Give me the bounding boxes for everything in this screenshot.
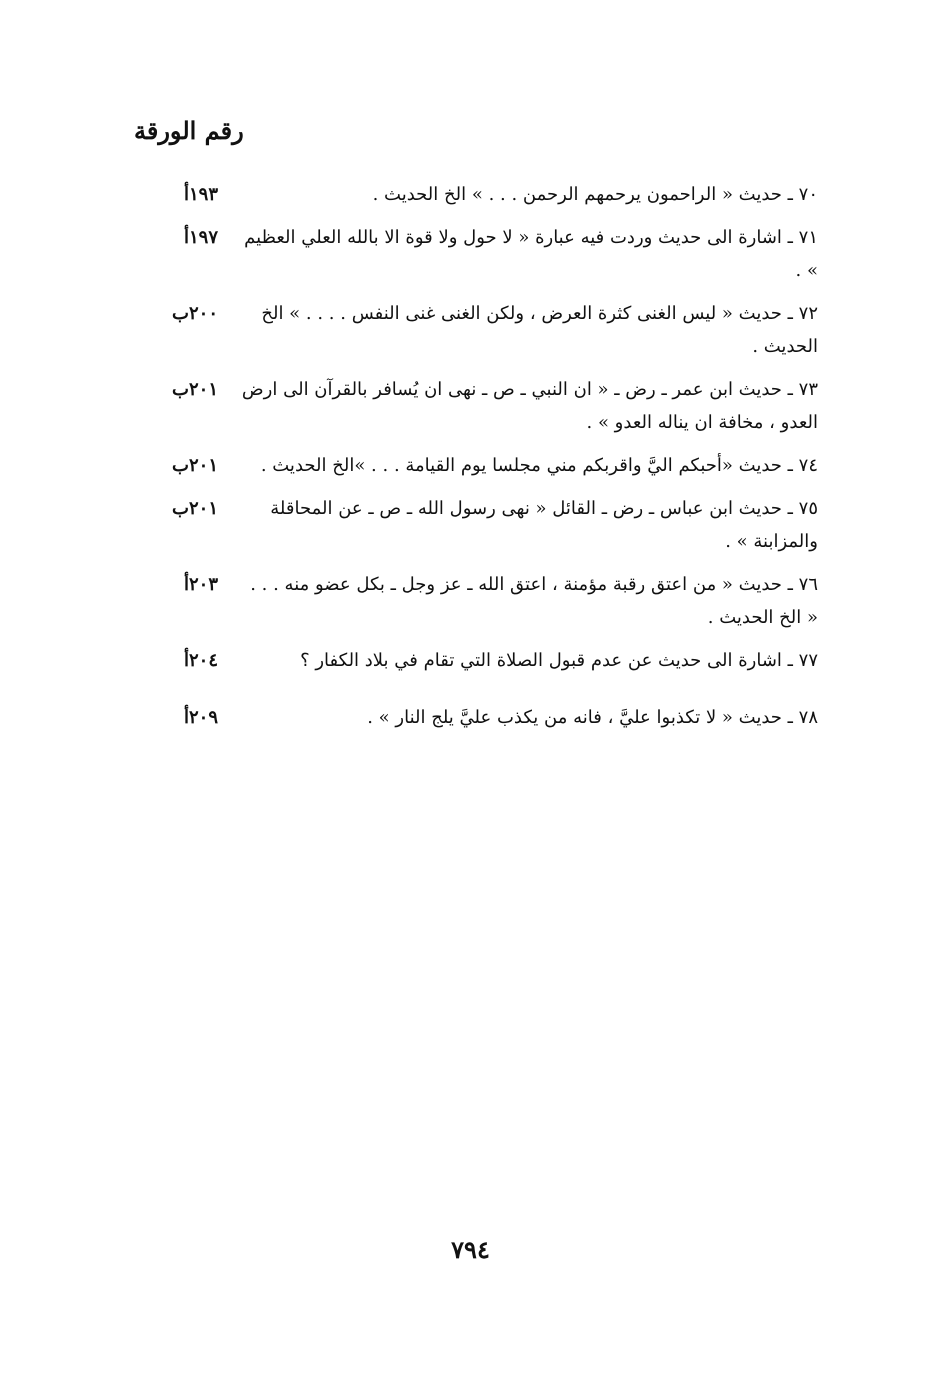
hadith-index-list [0, 178, 941, 744]
column-header-folio-number: رقم الورقة [134, 116, 244, 145]
list-item [0, 297, 941, 363]
entry-text: ٧٥ ـ حديث ابن عباس ـ رض ـ القائل « نهى رسول الله ـ ص ـ عن المحاقلة والمزابنة » . [270, 498, 818, 552]
entry-text: ٧٠ ـ حديث « الراحمون يرحمهم الرحمن . . . » الخ الحديث . [372, 184, 818, 205]
entry-text: ٧٣ ـ حديث ابن عمر ـ رض ـ « ان النبي ـ ص ـ نهى ان يُسافر بالقرآن الى ارض العدو ، مخافة ان يناله العدو » . [241, 379, 818, 433]
list-item [0, 373, 941, 439]
list-item [0, 644, 941, 677]
folio-reference: ١٩٣أ [183, 184, 218, 205]
list-item [0, 178, 941, 211]
entry-text: ٧١ ـ اشارة الى حديث وردت فيه عبارة « لا حول ولا قوة الا بالله العلي العظيم » . [244, 227, 818, 281]
entry-text: ٧٧ ـ اشارة الى حديث عن عدم قبول الصلاة التي تقام في بلاد الكفار ؟ [300, 650, 818, 671]
list-item [0, 449, 941, 482]
list-item [0, 492, 941, 558]
folio-reference: ٢٠٣أ [183, 574, 218, 595]
entry-text: ٧٨ ـ حديث « لا تكذبوا عليَّ ، فانه من يكذب عليَّ يلج النار » . [367, 707, 818, 728]
folio-reference: ٢٠١ب [172, 498, 218, 519]
entry-text: ٧٤ ـ حديث «أحبكم اليَّ واقربكم مني مجلسا يوم القيامة . . . »الخ الحديث . [260, 455, 818, 476]
folio-reference: ٢٠١ب [172, 455, 218, 476]
entry-text: ٧٦ ـ حديث « من اعتق رقبة مؤمنة ، اعتق الله ـ عز وجل ـ بكل عضو منه . . . « الخ الحديث . [250, 574, 818, 628]
list-item [0, 568, 941, 634]
folio-reference: ٢٠٠ب [172, 303, 218, 324]
folio-reference: ١٩٧أ [183, 227, 218, 248]
page-number: ٧٩٤ [451, 1235, 490, 1264]
list-item [0, 221, 941, 287]
entry-text: ٧٢ ـ حديث « ليس الغنى كثرة العرض ، ولكن الغنى غنى النفس . . . . » الخ الحديث . [261, 303, 818, 357]
folio-reference: ٢٠٩أ [183, 707, 218, 728]
list-item [0, 701, 941, 734]
folio-reference: ٢٠٤أ [183, 650, 218, 671]
folio-reference: ٢٠١ب [172, 379, 218, 400]
